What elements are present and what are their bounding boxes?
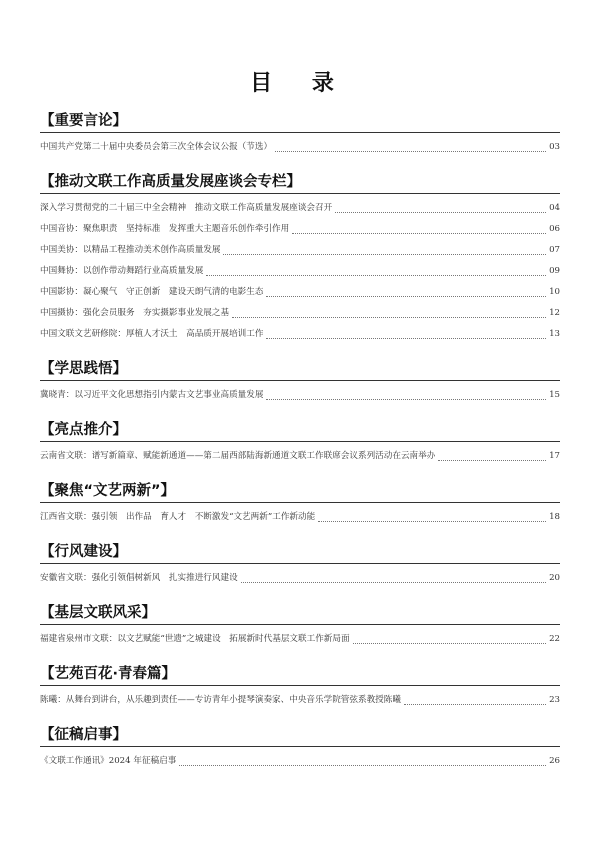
dot-leader bbox=[206, 275, 546, 276]
toc-section bbox=[40, 541, 560, 589]
toc-section bbox=[40, 663, 560, 711]
entry-title: 中国共产党第二十届中央委员会第三次全体会议公报（节选） bbox=[40, 142, 273, 152]
section-heading: 【行风建设】 bbox=[40, 541, 560, 564]
page-number: 15 bbox=[549, 390, 560, 400]
page-number: 22 bbox=[549, 634, 560, 644]
toc-entry[interactable] bbox=[40, 446, 560, 467]
dot-leader bbox=[353, 643, 546, 644]
toc-entry[interactable] bbox=[40, 240, 560, 261]
table-of-contents bbox=[40, 110, 560, 785]
entry-title: 中国文联文艺研修院：厚植人才沃土 高品质开展培训工作 bbox=[40, 329, 264, 339]
toc-entry[interactable] bbox=[40, 751, 560, 772]
dot-leader bbox=[232, 317, 546, 318]
page-number: 10 bbox=[549, 287, 560, 297]
toc-entry[interactable] bbox=[40, 198, 560, 219]
toc-entry[interactable] bbox=[40, 629, 560, 650]
dot-leader bbox=[223, 254, 546, 255]
section-heading: 【基层文联风采】 bbox=[40, 602, 560, 625]
dot-leader bbox=[335, 212, 546, 213]
toc-entry[interactable] bbox=[40, 324, 560, 345]
page-number: 04 bbox=[549, 203, 560, 213]
toc-entry[interactable] bbox=[40, 385, 560, 406]
entry-title: 安徽省文联：强化引领倡树新风 扎实推进行风建设 bbox=[40, 573, 238, 583]
entry-title: 陈曦：从舞台到讲台，从乐趣到责任——专访青年小提琴演奏家、中央音乐学院管弦系教授陈曦 bbox=[40, 695, 401, 705]
page-number: 23 bbox=[549, 695, 560, 705]
toc-entry[interactable] bbox=[40, 690, 560, 711]
dot-leader bbox=[266, 399, 546, 400]
entry-title: 福建省泉州市文联：以文艺赋能“世遗”之城建设 拓展新时代基层文联工作新局面 bbox=[40, 634, 350, 644]
page-number: 12 bbox=[549, 308, 560, 318]
toc-section bbox=[40, 724, 560, 772]
toc-entry[interactable] bbox=[40, 507, 560, 528]
toc-section bbox=[40, 110, 560, 158]
toc-entry[interactable] bbox=[40, 137, 560, 158]
section-heading: 【艺苑百花·青春篇】 bbox=[40, 663, 560, 686]
toc-section bbox=[40, 602, 560, 650]
dot-leader bbox=[438, 460, 546, 461]
dot-leader bbox=[318, 521, 546, 522]
section-heading: 【学思践悟】 bbox=[40, 358, 560, 381]
page-number: 09 bbox=[549, 266, 560, 276]
section-heading: 【聚焦“文艺两新”】 bbox=[40, 480, 560, 503]
entry-title: 云南省文联：谱写新篇章、赋能新通道——第二届西部陆海新通道文联工作联席会议系列活动在云南举办 bbox=[40, 451, 436, 461]
toc-entry[interactable] bbox=[40, 282, 560, 303]
page-number: 06 bbox=[549, 224, 560, 234]
dot-leader bbox=[404, 704, 546, 705]
entry-title: 中国摄协：强化会员服务 夯实摄影事业发展之基 bbox=[40, 308, 230, 318]
dot-leader bbox=[179, 765, 546, 766]
page-number: 20 bbox=[549, 573, 560, 583]
page-number: 07 bbox=[549, 245, 560, 255]
entry-title: 深入学习贯彻党的二十届三中全会精神 推动文联工作高质量发展座谈会召开 bbox=[40, 203, 333, 213]
entry-title: 《文联工作通讯》2024 年征稿启事 bbox=[40, 756, 177, 766]
entry-title: 中国音协：聚焦职责 坚持标准 发挥重大主题音乐创作牵引作用 bbox=[40, 224, 290, 234]
toc-section bbox=[40, 171, 560, 345]
section-heading: 【亮点推介】 bbox=[40, 419, 560, 442]
toc-section bbox=[40, 480, 560, 528]
section-heading: 【推动文联工作高质量发展座谈会专栏】 bbox=[40, 171, 560, 194]
section-heading: 【征稿启事】 bbox=[40, 724, 560, 747]
page-number: 17 bbox=[549, 451, 560, 461]
entry-title: 中国影协：凝心聚气 守正创新 建设天朗气清的电影生态 bbox=[40, 287, 264, 297]
toc-entry[interactable] bbox=[40, 303, 560, 324]
page-number: 18 bbox=[549, 512, 560, 522]
dot-leader bbox=[266, 296, 546, 297]
toc-section bbox=[40, 358, 560, 406]
page-number: 13 bbox=[549, 329, 560, 339]
dot-leader bbox=[241, 582, 546, 583]
toc-section bbox=[40, 419, 560, 467]
entry-title: 中国美协：以精品工程推动美术创作高质量发展 bbox=[40, 245, 221, 255]
dot-leader bbox=[275, 151, 546, 152]
entry-title: 冀晓青：以习近平文化思想指引内蒙古文艺事业高质量发展 bbox=[40, 390, 264, 400]
page-title: 目 录 bbox=[250, 71, 350, 96]
toc-entry[interactable] bbox=[40, 261, 560, 282]
section-heading: 【重要言论】 bbox=[40, 110, 560, 133]
entry-title: 中国舞协：以创作带动舞蹈行业高质量发展 bbox=[40, 266, 204, 276]
dot-leader bbox=[266, 338, 546, 339]
toc-entry[interactable] bbox=[40, 219, 560, 240]
entry-title: 江西省文联：强引领 出作品 育人才 不断激发“文艺两新”工作新动能 bbox=[40, 512, 316, 522]
page-number: 26 bbox=[549, 756, 560, 766]
page-number: 03 bbox=[549, 142, 560, 152]
dot-leader bbox=[292, 233, 546, 234]
toc-entry[interactable] bbox=[40, 568, 560, 589]
